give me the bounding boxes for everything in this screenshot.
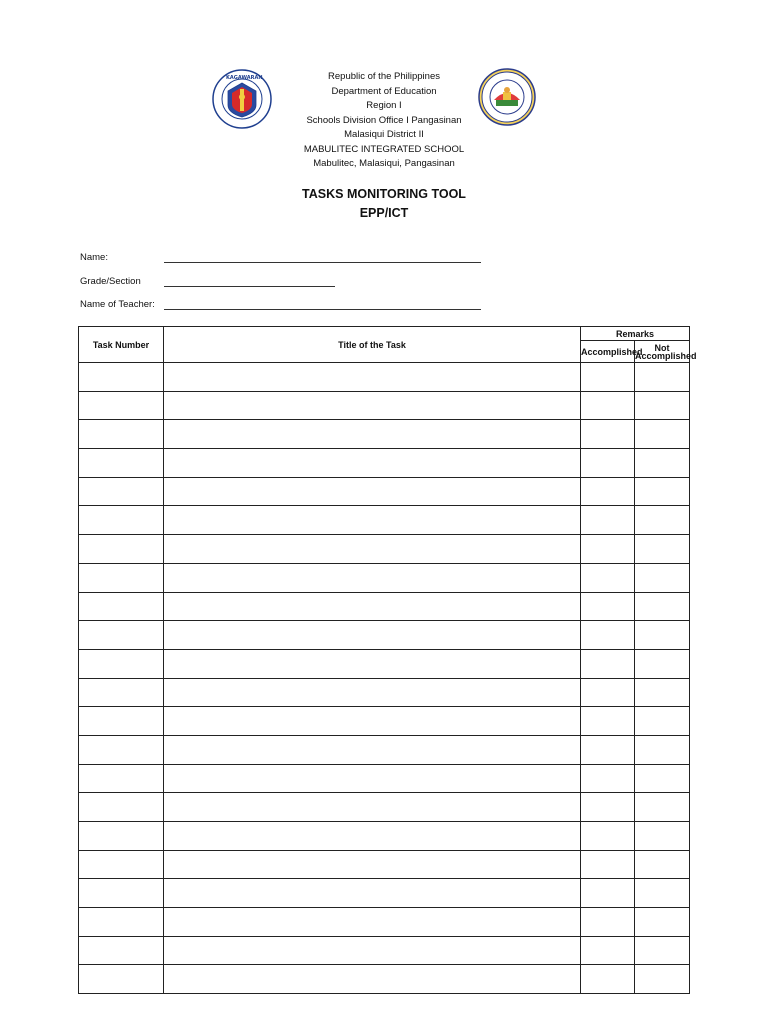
svg-text:KAGAWARAN: KAGAWARAN [226, 75, 263, 81]
table-row [79, 793, 690, 822]
header-line-department: Department of Education [331, 85, 437, 97]
not-accomplished-cell[interactable] [635, 707, 690, 736]
task-title-cell[interactable] [164, 965, 581, 994]
accomplished-cell[interactable] [581, 936, 635, 965]
name-field-label: Name: [80, 252, 108, 263]
task-title-cell[interactable] [164, 592, 581, 621]
not-accomplished-cell[interactable] [635, 535, 690, 564]
not-accomplished-cell[interactable] [635, 735, 690, 764]
table-row [79, 879, 690, 908]
task-title-cell[interactable] [164, 764, 581, 793]
task-number-cell[interactable] [79, 649, 164, 678]
task-title-cell[interactable] [164, 449, 581, 478]
task-number-cell[interactable] [79, 850, 164, 879]
not-accomplished-cell[interactable] [635, 477, 690, 506]
document-title: TASKS MONITORING TOOL [302, 187, 466, 201]
table-row [79, 850, 690, 879]
table-row [79, 592, 690, 621]
table-row [79, 764, 690, 793]
task-title-cell[interactable] [164, 621, 581, 650]
sdo-pangasinan-seal-icon [478, 68, 536, 126]
table-row [79, 563, 690, 592]
not-accomplished-cell[interactable] [635, 879, 690, 908]
accomplished-cell[interactable] [581, 506, 635, 535]
not-accomplished-cell[interactable] [635, 936, 690, 965]
task-title-cell[interactable] [164, 563, 581, 592]
header-line-district: Malasiqui District II [344, 129, 424, 140]
not-accomplished-cell[interactable] [635, 506, 690, 535]
accomplished-cell[interactable] [581, 793, 635, 822]
table-row [79, 449, 690, 478]
accomplished-cell[interactable] [581, 879, 635, 908]
not-accomplished-cell[interactable] [635, 449, 690, 478]
accomplished-cell[interactable] [581, 764, 635, 793]
task-title-cell[interactable] [164, 735, 581, 764]
task-number-cell[interactable] [79, 420, 164, 449]
task-number-cell[interactable] [79, 793, 164, 822]
teacher-field[interactable] [80, 299, 155, 310]
task-title-cell[interactable] [164, 477, 581, 506]
table-row [79, 477, 690, 506]
not-accomplished-cell[interactable] [635, 764, 690, 793]
accomplished-cell[interactable] [581, 391, 635, 420]
table-row [79, 535, 690, 564]
document-subtitle: EPP/ICT [359, 206, 409, 220]
task-number-cell[interactable] [79, 535, 164, 564]
remarks-header: Remarks [581, 327, 690, 341]
task-number-cell[interactable] [79, 879, 164, 908]
deped-seal-icon [212, 69, 272, 129]
task-title-cell[interactable] [164, 649, 581, 678]
accomplished-cell[interactable] [581, 908, 635, 937]
header-line-republic: Republic of the Philippines [328, 71, 440, 82]
task-number-cell[interactable] [79, 563, 164, 592]
not-accomplished-cell[interactable] [635, 822, 690, 851]
accomplished-cell[interactable] [581, 621, 635, 650]
task-number-cell[interactable] [79, 678, 164, 707]
task-number-cell[interactable] [79, 764, 164, 793]
task-title-cell[interactable] [164, 420, 581, 449]
table-row [79, 908, 690, 937]
task-number-cell[interactable] [79, 936, 164, 965]
not-accomplished-cell[interactable] [635, 678, 690, 707]
table-row [79, 621, 690, 650]
teacher-field-label: Name of Teacher: [80, 299, 155, 310]
accomplished-cell[interactable] [581, 535, 635, 564]
table-row [79, 363, 690, 392]
accomplished-cell[interactable] [581, 420, 635, 449]
tasks-table [78, 326, 697, 994]
accomplished-cell[interactable] [581, 449, 635, 478]
not-accomplished-cell[interactable] [635, 649, 690, 678]
table-row [79, 707, 690, 736]
accomplished-cell[interactable] [581, 707, 635, 736]
not-accomplished-cell[interactable] [635, 420, 690, 449]
task-number-cell[interactable] [79, 707, 164, 736]
task-title-cell[interactable] [164, 850, 581, 879]
not-accomplished-cell[interactable] [635, 563, 690, 592]
not-accomplished-cell[interactable] [635, 793, 690, 822]
task-title-cell[interactable] [164, 707, 581, 736]
task-number-cell[interactable] [79, 822, 164, 851]
accomplished-header: Accomplished [581, 341, 635, 363]
header-line-division: Schools Division Office I Pangasinan [306, 114, 462, 126]
task-number-cell[interactable] [79, 735, 164, 764]
table-row [79, 965, 690, 994]
task-title-cell[interactable] [164, 908, 581, 937]
table-row [79, 649, 690, 678]
accomplished-cell[interactable] [581, 563, 635, 592]
task-number-cell[interactable] [79, 391, 164, 420]
not-accomplished-cell[interactable] [635, 621, 690, 650]
task-number-cell[interactable] [79, 449, 164, 478]
task-title-cell[interactable] [164, 936, 581, 965]
task-title-cell[interactable] [164, 391, 581, 420]
task-title-cell[interactable] [164, 535, 581, 564]
table-row [79, 735, 690, 764]
not-accomplished-cell[interactable] [635, 363, 690, 392]
task-number-cell[interactable] [79, 506, 164, 535]
not-accomplished-cell[interactable] [635, 850, 690, 879]
document-header [284, 70, 484, 172]
header-line-region: Region I [366, 100, 402, 111]
accomplished-cell[interactable] [581, 735, 635, 764]
not-accomplished-header: Not Accomplished [635, 342, 697, 361]
task-number-cell[interactable] [79, 621, 164, 650]
task-number-cell[interactable] [79, 908, 164, 937]
task-title-cell[interactable] [164, 793, 581, 822]
grade-section-field-label: Grade/Section [80, 276, 141, 287]
accomplished-cell[interactable] [581, 850, 635, 879]
name-field-line[interactable] [164, 262, 481, 263]
task-title-cell[interactable] [164, 822, 581, 851]
header-line-school: MABULITEC INTEGRATED SCHOOL [303, 143, 465, 155]
task-number-cell[interactable] [79, 965, 164, 994]
header-line-address: Mabulitec, Malasiqui, Pangasinan [313, 158, 455, 169]
task-title-cell[interactable] [164, 363, 581, 392]
accomplished-cell[interactable] [581, 649, 635, 678]
table-row [79, 678, 690, 707]
table-row [79, 506, 690, 535]
table-row [79, 391, 690, 420]
accomplished-cell[interactable] [581, 592, 635, 621]
not-accomplished-cell[interactable] [635, 592, 690, 621]
name-field[interactable] [80, 252, 108, 263]
task-title-header: Title of the Task [164, 327, 581, 363]
task-number-cell[interactable] [79, 477, 164, 506]
accomplished-cell[interactable] [581, 822, 635, 851]
accomplished-cell[interactable] [581, 965, 635, 994]
task-title-cell[interactable] [164, 678, 581, 707]
table-row [79, 420, 690, 449]
not-accomplished-cell[interactable] [635, 908, 690, 937]
grade-section-field[interactable] [80, 276, 141, 287]
not-accomplished-cell[interactable] [635, 391, 690, 420]
task-title-cell[interactable] [164, 879, 581, 908]
not-accomplished-cell[interactable] [635, 965, 690, 994]
table-row [79, 936, 690, 965]
accomplished-cell[interactable] [581, 363, 635, 392]
teacher-field-line[interactable] [164, 309, 481, 310]
task-number-header: Task Number [79, 327, 164, 363]
accomplished-cell[interactable] [581, 678, 635, 707]
grade-section-field-line[interactable] [164, 286, 335, 287]
task-number-cell[interactable] [79, 592, 164, 621]
task-number-cell[interactable] [79, 363, 164, 392]
table-row [79, 822, 690, 851]
accomplished-cell[interactable] [581, 477, 635, 506]
task-title-cell[interactable] [164, 506, 581, 535]
